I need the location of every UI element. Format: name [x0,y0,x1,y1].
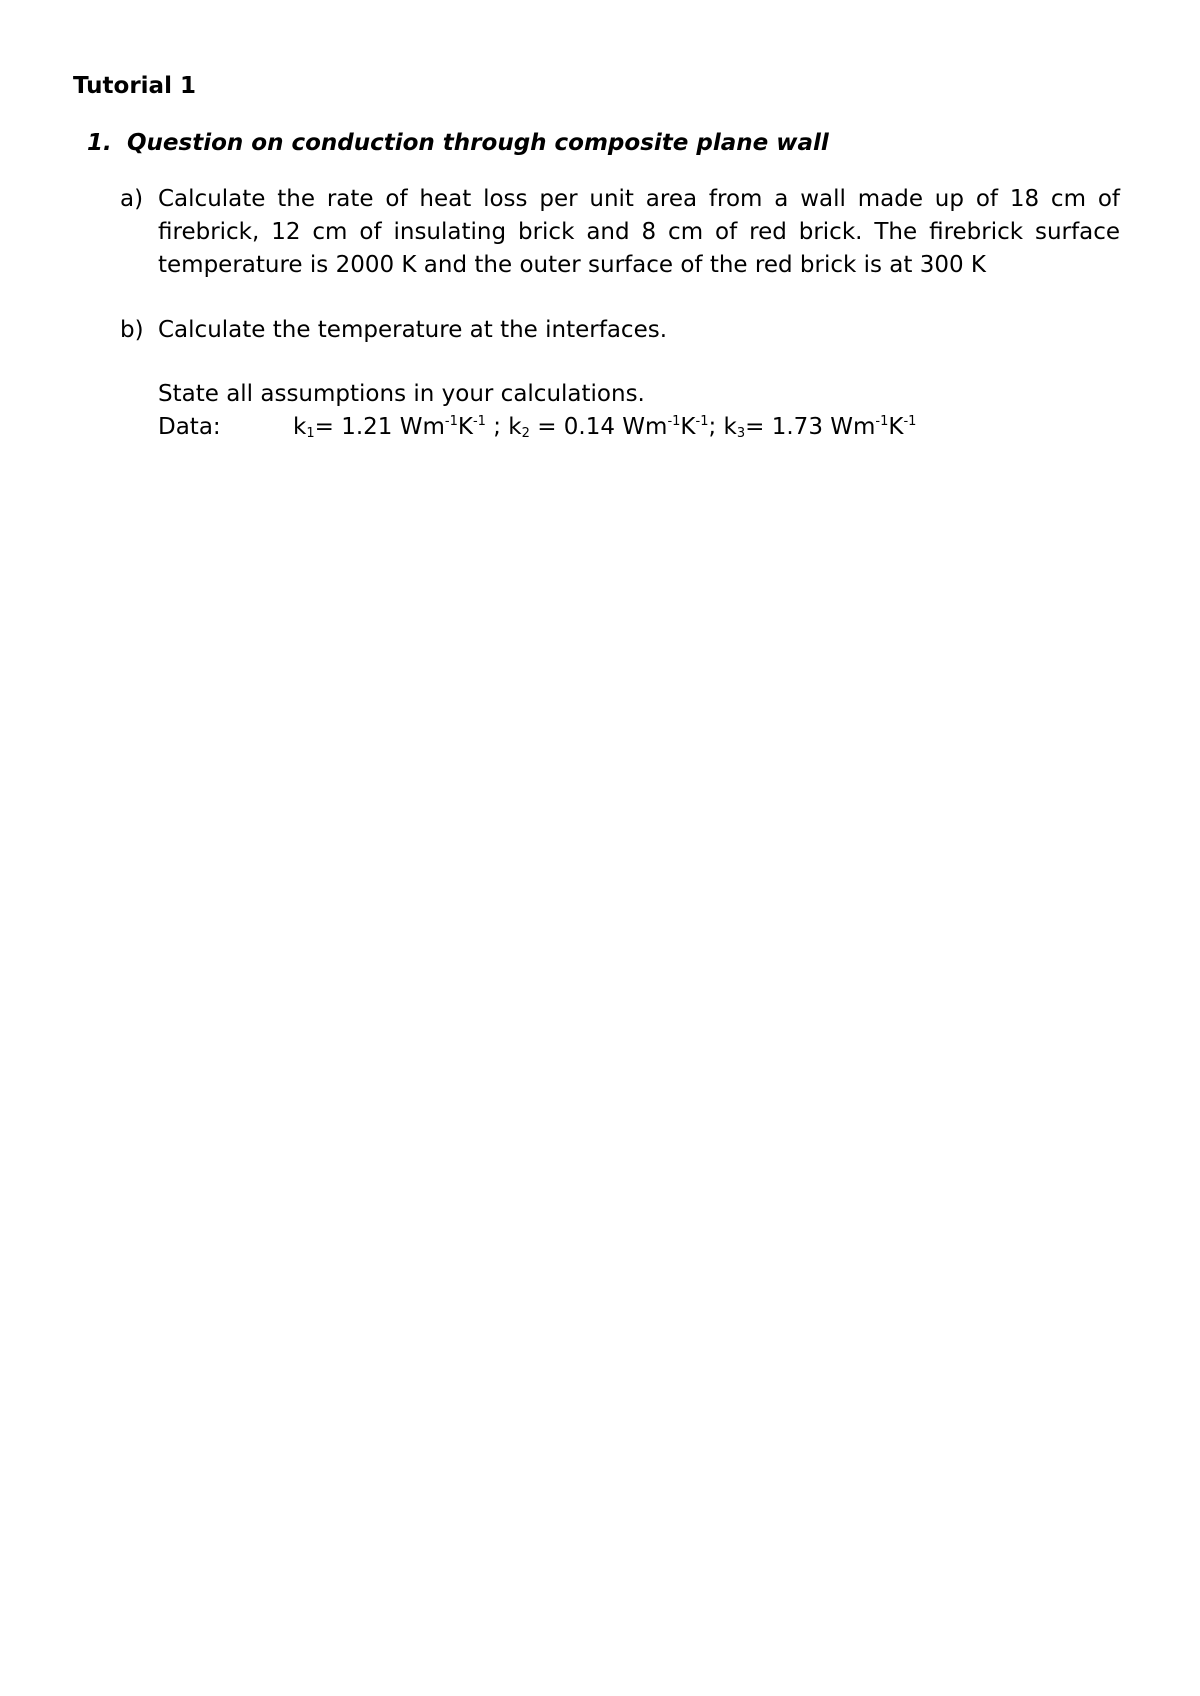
k1-exp-m: -1 [444,414,458,429]
k3-unit-k: K [888,414,904,440]
k2-subscript: 2 [521,426,530,441]
k1-subscript: 1 [306,426,315,441]
data-label: Data: [158,414,221,440]
question-part-b [120,314,1120,347]
question-number: 1. [87,130,112,156]
k3-value: = 1.73 Wm [745,414,876,440]
k2-value: = 0.14 Wm [529,414,668,440]
question-heading [87,127,829,159]
separator-2: ; [708,414,724,440]
k1-symbol: k [293,414,307,440]
part-a-text: Calculate the rate of heat loss per unit area from a wall made up of 18 cm of firebrick, 12 cm of insulating brick and 8 cm of red brick. The firebrick surface temperature is 2000 K and the outer surface of the red brick is at 300 K [158,186,1120,278]
k1-unit-k: K [457,414,473,440]
k3-symbol: k [723,414,737,440]
separator-1: ; [485,414,509,440]
k1-value: = 1.21 Wm [314,414,445,440]
data-line [158,411,916,444]
k2-exp-m: -1 [667,414,681,429]
k3-subscript: 3 [736,426,746,441]
k2-symbol: k [508,414,522,440]
k1-exp-k: -1 [472,414,486,429]
part-b-text: Calculate the temperature at the interfaces. [158,317,668,343]
part-b-marker: b) [120,317,144,343]
k2-exp-k: -1 [695,414,709,429]
tutorial-title: Tutorial 1 [73,73,196,99]
question-heading-text: Question on conduction through composite plane wall [127,130,829,156]
k2-unit-k: K [680,414,696,440]
part-a-marker: a) [120,186,144,212]
assumptions-note: State all assumptions in your calculations. [158,381,645,407]
k3-exp-k: -1 [903,414,917,429]
k3-exp-m: -1 [875,414,889,429]
question-part-a [120,183,1120,282]
